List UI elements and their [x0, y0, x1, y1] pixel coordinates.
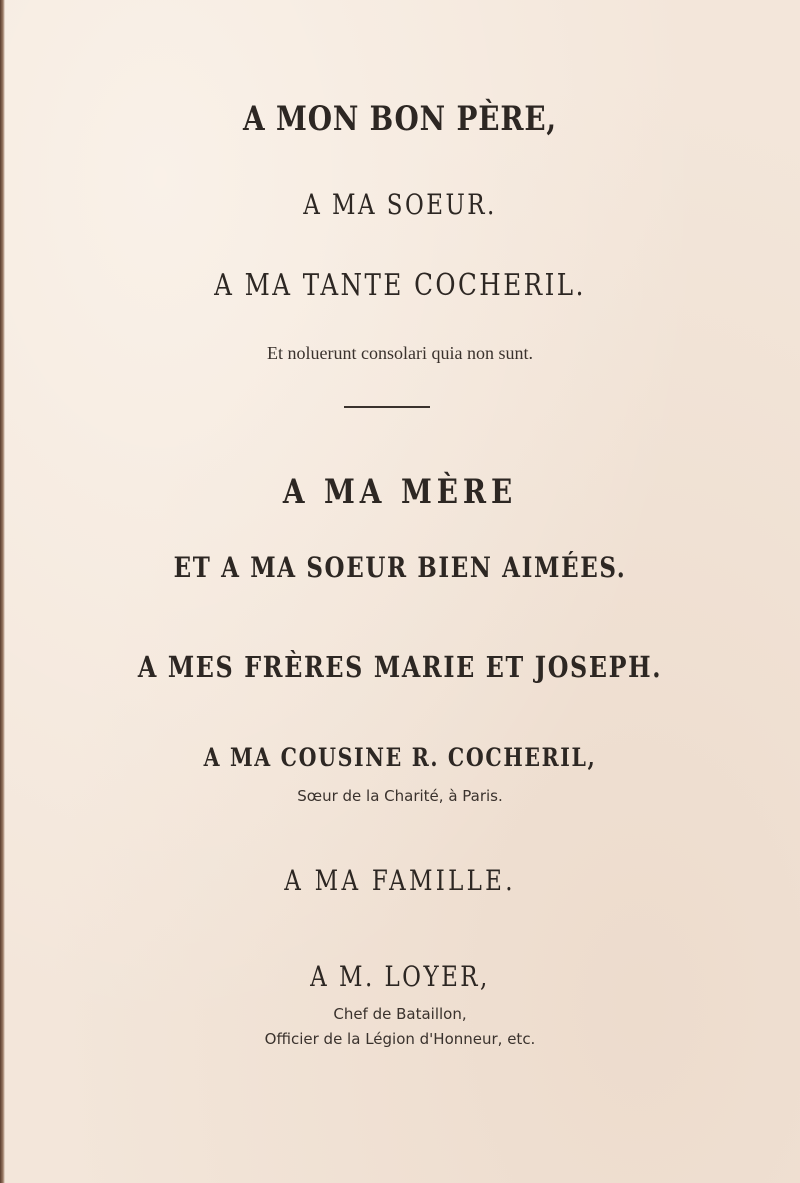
dedication-mother: A MA MÈRE [282, 472, 518, 512]
dedication-loyer: A M. LOYER, [310, 960, 490, 993]
dedication-brothers: A MES FRÈRES MARIE ET JOSEPH. [137, 650, 663, 684]
loyer-honor: Officier de la Légion d'Honneur, etc. [264, 1030, 536, 1048]
loyer-title: Chef de Bataillon, [333, 1005, 467, 1023]
cousin-subtitle: Sœur de la Charité, à Paris. [297, 787, 503, 805]
dedication-aunt: A MA TANTE COCHERIL. [214, 268, 586, 303]
dedication-sister: A MA SOEUR. [303, 188, 497, 221]
dedication-father: A MON BON PÈRE, [243, 99, 557, 139]
dedication-cousin: A MA COUSINE R. COCHERIL, [203, 743, 597, 772]
epigraph: Et noluerunt consolari quia non sunt. [267, 343, 533, 363]
dedication-mother-sister: ET A MA SOEUR BIEN AIMÉES. [173, 551, 627, 584]
separator-rule [344, 406, 430, 408]
dedication-family: A MA FAMILLE. [284, 864, 516, 897]
